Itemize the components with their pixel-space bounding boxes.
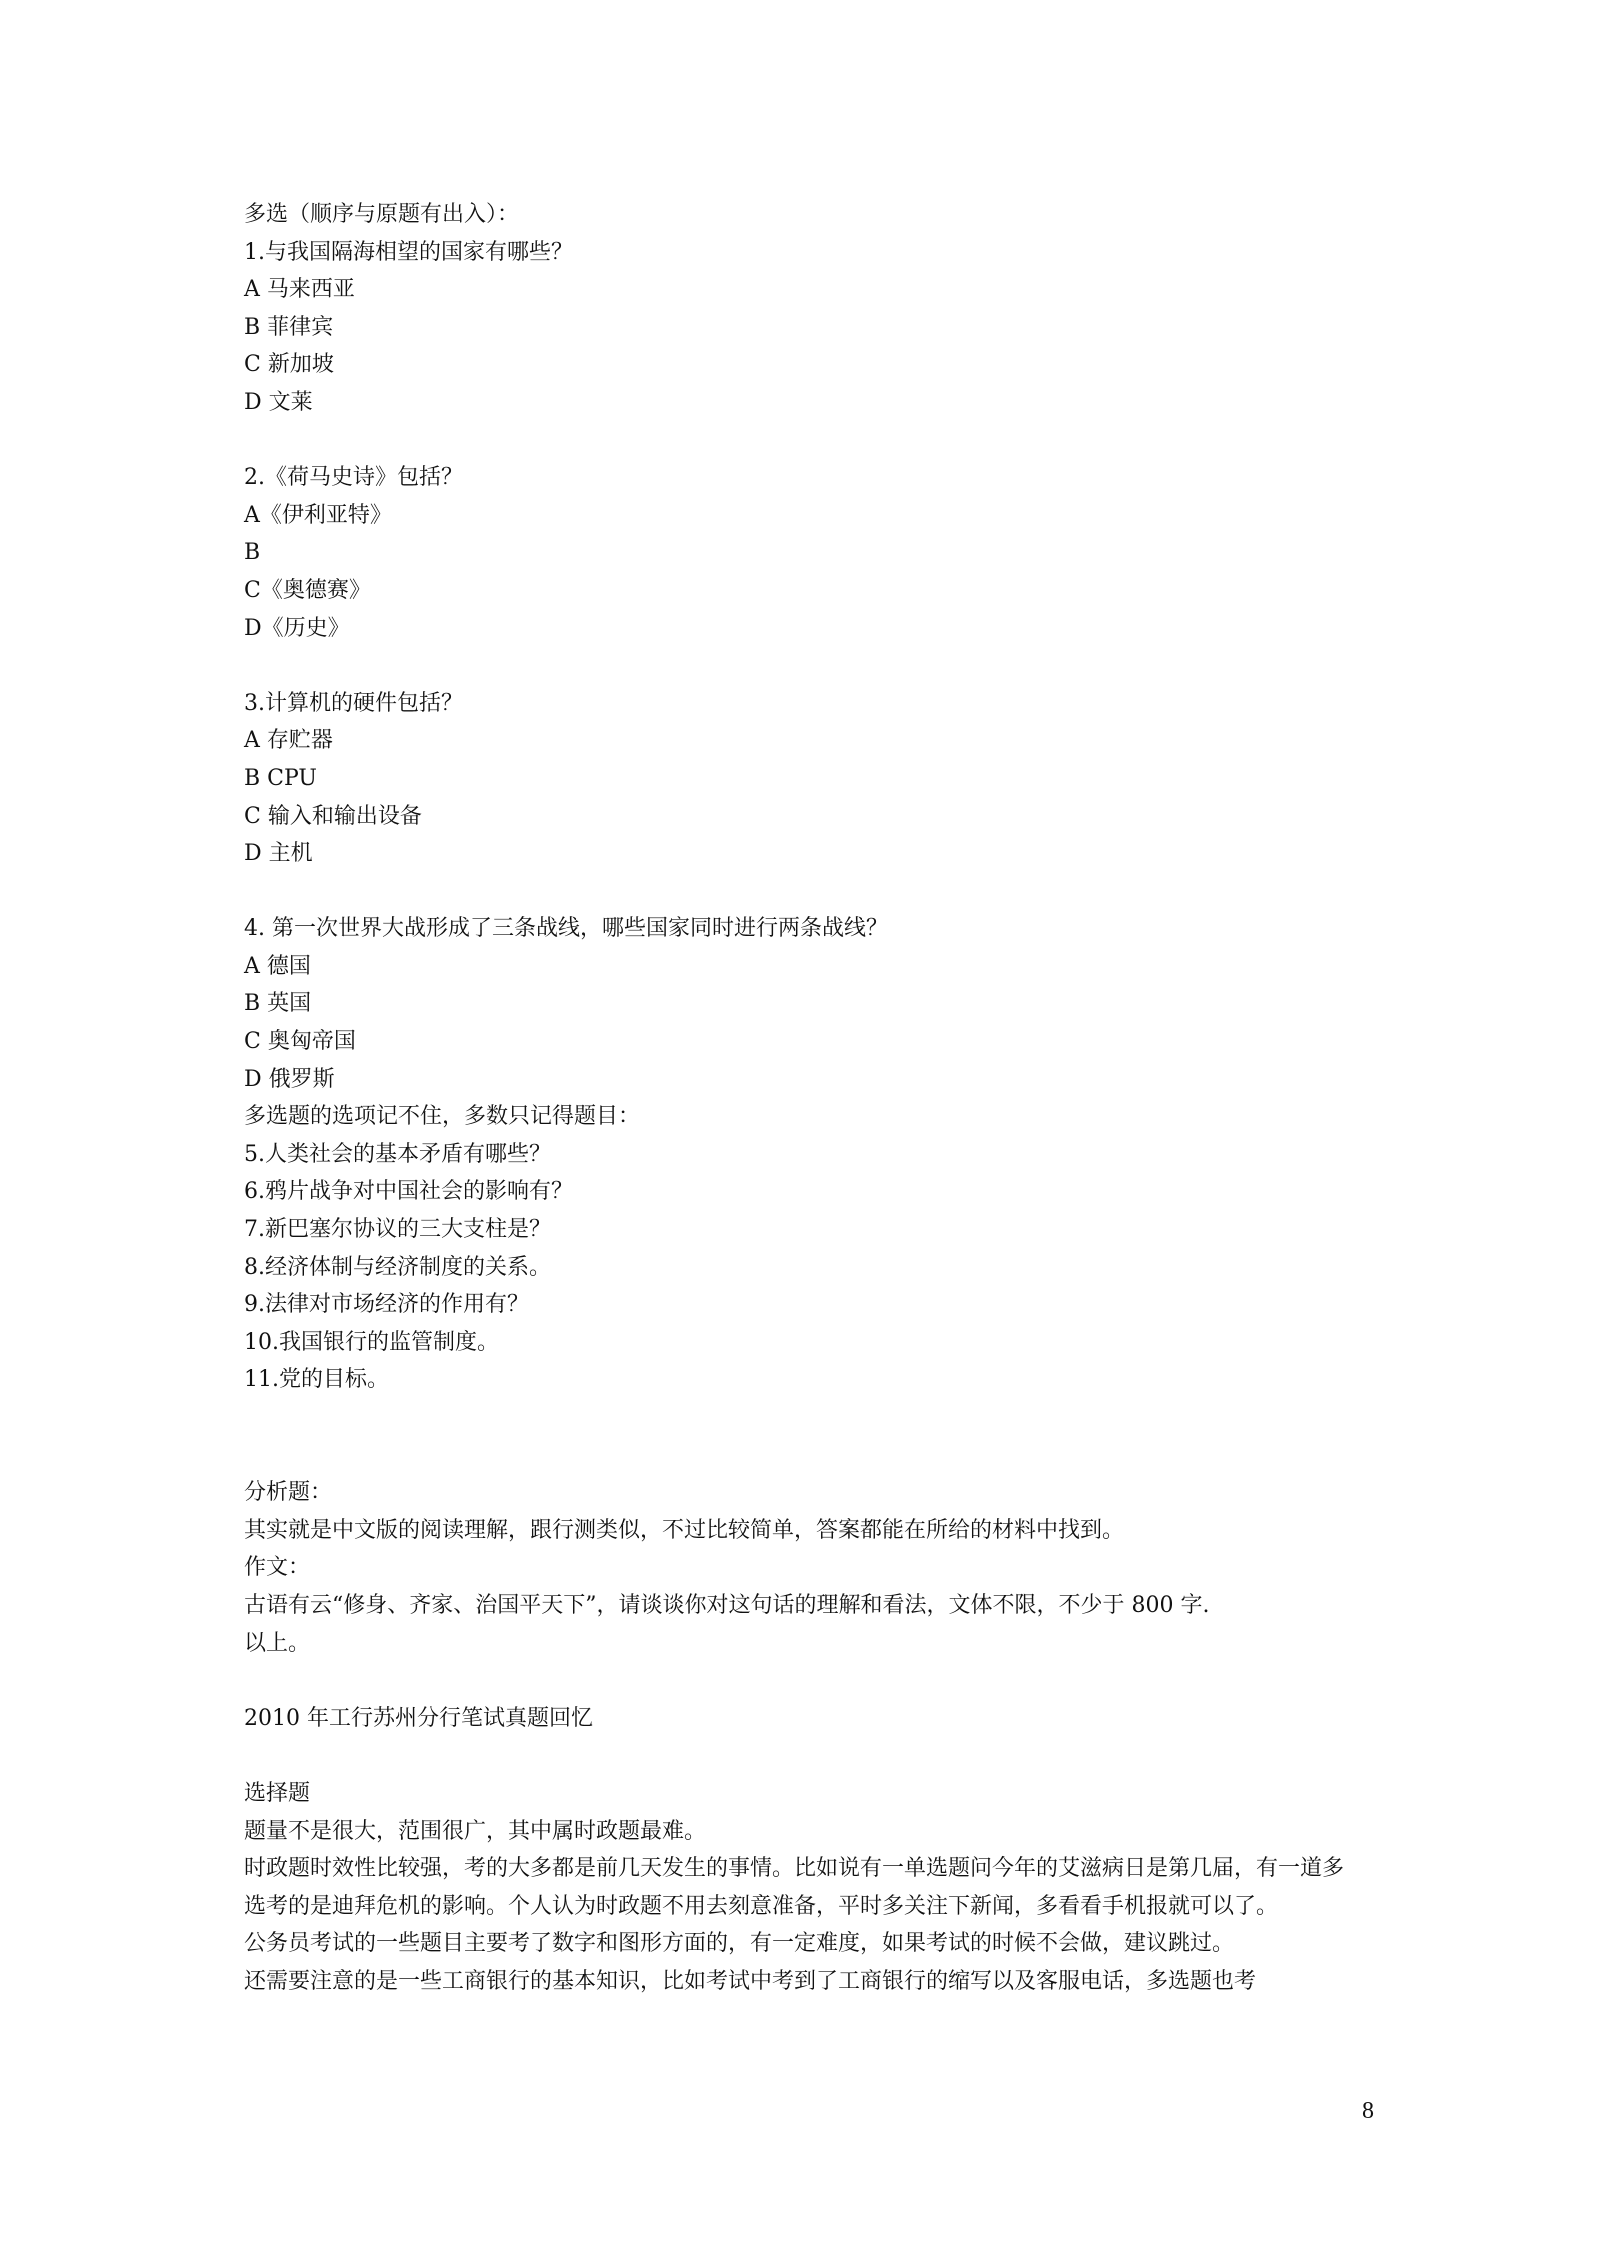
essay-closing: 以上。 (244, 1630, 311, 1656)
question-1 (244, 234, 1364, 422)
question-3 (244, 685, 1364, 873)
question-option: B CPU (244, 765, 317, 791)
multi-choice-heading: 多选（顺序与原题有出入）： (244, 202, 520, 227)
question-4 (244, 910, 1364, 1098)
blank-line (244, 1737, 1364, 1775)
list-item: 5.人类社会的基本矛盾有哪些？ (244, 1141, 551, 1167)
list-item: 10.我国银行的监管制度。 (244, 1329, 499, 1355)
question-option: D 俄罗斯 (244, 1066, 335, 1092)
paragraph: 时政题时效性比较强，考的大多都是前几天发生的事情。比如说有一单选题问今年的艾滋病日是第几届，有一道多选考的是迪拜危机的影响。个人认为时政题不用去刻意准备，平时多关注下新闻，多看看手机报就可以了。 (244, 1856, 1345, 1919)
question-stem: 2.《荷马史诗》包括？ (244, 465, 463, 491)
question-option: C《奥德赛》 (244, 577, 371, 603)
question-option: D《历史》 (244, 615, 350, 641)
list-item: 9.法律对市场经济的作用有？ (244, 1292, 529, 1318)
paragraph: 还需要注意的是一些工商银行的基本知识，比如考试中考到了工商银行的缩写以及客服电话，多选题也考 (244, 1968, 1257, 1994)
blank-line (244, 1399, 1364, 1474)
question-option: D 文莱 (244, 389, 313, 415)
section-subheading: 选择题 (244, 1780, 311, 1806)
question-option: A 马来西亚 (244, 277, 355, 303)
question-option: D 主机 (244, 841, 313, 867)
question-stem: 1.与我国隔海相望的国家有哪些？ (244, 239, 573, 265)
page-content (244, 196, 1364, 2001)
list-item: 7.新巴塞尔协议的三大支柱是？ (244, 1217, 551, 1243)
multi-choice-note: 多选题的选项记不住，多数只记得题目： (244, 1104, 641, 1130)
section-title: 2010 年工行苏州分行笔试真题回忆 (244, 1705, 593, 1731)
question-option: A 存贮器 (244, 728, 333, 754)
question-2 (244, 459, 1364, 647)
list-item: 11.党的目标。 (244, 1367, 389, 1393)
list-item: 8.经济体制与经济制度的关系。 (244, 1254, 551, 1280)
question-option: C 新加坡 (244, 352, 334, 378)
question-stem: 3.计算机的硬件包括？ (244, 690, 463, 716)
analysis-heading: 分析题： (244, 1480, 333, 1506)
question-option: B 菲律宾 (244, 314, 334, 340)
question-option: A 德国 (244, 953, 311, 979)
question-option: B (244, 540, 261, 566)
question-option: A《伊利亚特》 (244, 502, 392, 528)
list-item: 6.鸦片战争对中国社会的影响有？ (244, 1179, 573, 1205)
essay-heading: 作文： (244, 1555, 311, 1581)
titles-only-list (244, 1136, 1364, 1399)
blank-line (244, 422, 1364, 460)
question-option: B 英国 (244, 991, 312, 1017)
essay-text: 古语有云“修身、齐家、治国平天下”，请谈谈你对这句话的理解和看法，文体不限，不少于 800 字. (244, 1592, 1210, 1618)
blank-line (244, 1662, 1364, 1700)
blank-line (244, 873, 1364, 911)
paragraph: 公务员考试的一些题目主要考了数字和图形方面的，有一定难度，如果考试的时候不会做，建议跳过。 (244, 1931, 1235, 1957)
analysis-text: 其实就是中文版的阅读理解，跟行测类似，不过比较简单，答案都能在所给的材料中找到。 (244, 1517, 1125, 1543)
question-stem: 4. 第一次世界大战形成了三条战线，哪些国家同时进行两条战线？ (244, 916, 888, 942)
question-option: C 奥匈帝国 (244, 1029, 356, 1055)
page-number: 8 (1362, 2098, 1374, 2124)
question-option: C 输入和输出设备 (244, 803, 422, 829)
blank-line (244, 647, 1364, 685)
paragraph: 题量不是很大，范围很广，其中属时政题最难。 (244, 1818, 707, 1844)
